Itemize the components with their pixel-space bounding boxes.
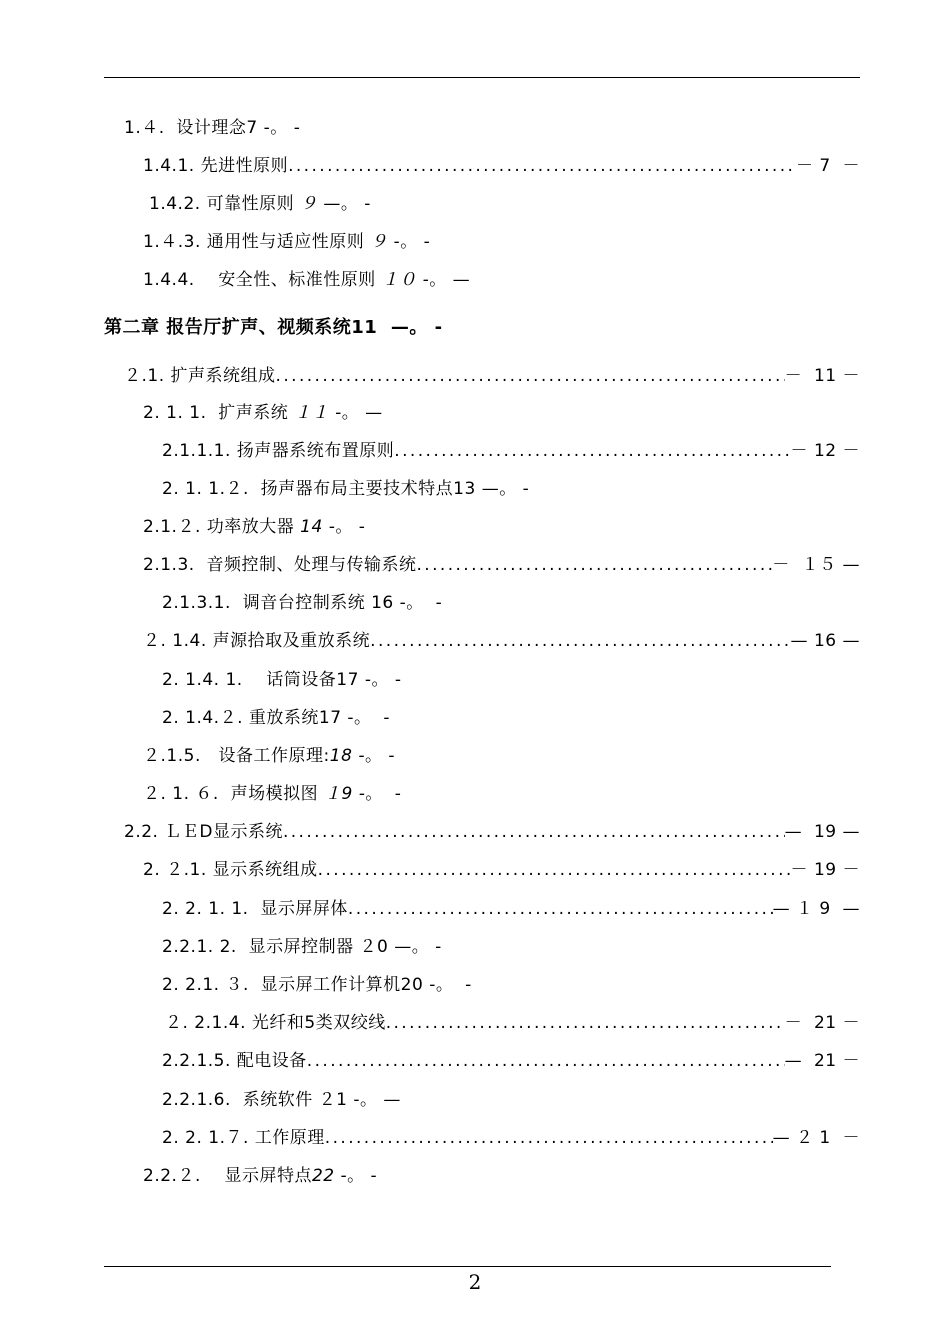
toc-entry[interactable] (162, 1047, 860, 1075)
toc-entry[interactable] (143, 228, 430, 256)
toc-entry-number: 2.1.２. (143, 517, 201, 537)
toc-entry-title: 系统软件 ２1 - (230, 1090, 360, 1110)
toc-entry-page: — 19 — (784, 822, 860, 842)
toc-entry-page: 22 - (311, 1166, 348, 1186)
page-number: 2 (468, 1270, 482, 1294)
toc-entry-suffix: 。 - (335, 517, 366, 537)
toc-dot-leader (394, 437, 790, 465)
toc-entry-suffix: 。 - (409, 317, 443, 338)
toc-entry[interactable] (143, 513, 365, 541)
toc-entry[interactable] (124, 362, 860, 390)
toc-dot-leader (386, 1009, 785, 1037)
toc-entry-suffix: 。 — (341, 403, 383, 423)
toc-entry[interactable] (143, 627, 860, 655)
toc-entry-title: 扩声系统组成 (164, 366, 276, 386)
toc-entry-suffix: 。 - (411, 937, 442, 957)
toc-entry-number: 2.1.3. (143, 555, 195, 575)
toc-entry-title: 功率放大器 (200, 517, 301, 537)
toc-entry-number: 2.1.1.1. (162, 441, 231, 461)
toc-entry[interactable] (143, 399, 383, 427)
toc-entry[interactable] (162, 895, 860, 923)
toc-entry-number: 2.2.２. (143, 1166, 201, 1186)
toc-entry[interactable] (162, 475, 529, 503)
toc-entry-title: 显示屏工作计算机20 - (248, 975, 436, 995)
toc-entry-title: 声场模拟图 (218, 784, 325, 804)
toc-entry-suffix: 。 - (499, 479, 530, 499)
toc-entry-page: １9 - (324, 784, 366, 804)
toc-entry-page: ９ - (370, 232, 401, 252)
toc-dot-leader (416, 551, 772, 579)
toc-entry[interactable] (143, 856, 860, 884)
toc-entry-page: — ２ 1 － (772, 1128, 860, 1148)
toc-dot-leader (276, 362, 785, 390)
toc-entry-title: 扩声系统 (206, 403, 295, 423)
toc-entry[interactable] (165, 1009, 860, 1037)
toc-entry[interactable] (143, 742, 395, 770)
toc-entry-title: 通用性与适应性原则 (200, 232, 371, 252)
toc-entry-title: ＬＥD显示系统 (158, 822, 283, 842)
toc-entry-suffix: 。 - (435, 975, 472, 995)
toc-entry-title: 重放系统17 - (242, 708, 355, 728)
toc-entry-number: 2. 1.4.２. (162, 708, 243, 728)
toc-entry-page: — 21 － (784, 1051, 860, 1071)
toc-entry[interactable] (149, 190, 371, 218)
toc-dot-leader (318, 856, 791, 884)
toc-entry-suffix: 。 - (340, 194, 371, 214)
toc-entry-page: — 16 — (790, 631, 860, 651)
toc-entry[interactable] (143, 266, 470, 294)
toc-entry-title: 扬声器布局主要技术特点13 — (248, 479, 500, 499)
toc-entry-title: 话筒设备17 - (242, 670, 372, 690)
toc-entry[interactable] (143, 1162, 377, 1190)
toc-entry-suffix: 。 - (371, 670, 402, 690)
toc-entry-suffix: 。 - (270, 118, 301, 138)
toc-entry[interactable] (162, 1124, 860, 1152)
toc-entry-title: 调音台控制系统 16 - (230, 593, 407, 613)
toc-entry-number: 1.4.4. (143, 270, 195, 290)
toc-entry[interactable] (162, 437, 860, 465)
toc-entry-title: 安全性、标准性原则 (194, 270, 382, 290)
footer-rule (104, 1266, 831, 1267)
toc-entry[interactable] (162, 666, 402, 694)
toc-entry-page: － 7 － (795, 156, 860, 176)
toc-entry[interactable] (162, 1086, 401, 1114)
toc-dot-leader (325, 1124, 773, 1152)
toc-entry-number: 2.2. (124, 822, 159, 842)
toc-entry-title: 光纤和5类双绞线 (245, 1013, 386, 1033)
toc-entry[interactable] (162, 933, 442, 961)
toc-dot-leader (348, 895, 773, 923)
toc-dot-leader (283, 818, 785, 846)
toc-entry-title: 设备工作原理: (200, 746, 330, 766)
toc-entry-page: － 12 － (790, 441, 860, 461)
toc-chapter-entry[interactable] (104, 314, 443, 342)
toc-entry-page: 18 - (329, 746, 365, 766)
toc-entry-page: － 21 － (784, 1013, 860, 1033)
toc-entry-number: 1.4.2. (149, 194, 201, 214)
toc-entry-title: 扬声器系统布置原则 (230, 441, 395, 461)
toc-entry-number: 1.４. (124, 118, 165, 138)
toc-entry-number: 1.４.3. (143, 232, 201, 252)
toc-entry[interactable] (162, 704, 390, 732)
toc-entry-title: 配电设备 (230, 1051, 307, 1071)
toc-entry-number: 2. 1. 1. (143, 403, 207, 423)
toc-entry-suffix: 。 - (365, 784, 402, 804)
toc-entry-suffix: 。 - (347, 1166, 378, 1186)
toc-entry-title: 可靠性原则 (200, 194, 300, 214)
toc-entry[interactable] (124, 818, 860, 846)
toc-entry-number: 2.1.3.1. (162, 593, 231, 613)
toc-entry-number: 2. 2. 1. 1. (162, 899, 249, 919)
toc-entry[interactable] (143, 551, 860, 579)
toc-entry-title: 显示系统组成 (206, 860, 318, 880)
toc-entry-suffix: 。 - (406, 593, 443, 613)
toc-entry-title: 音频控制、处理与传输系统 (194, 555, 417, 575)
toc-entry-title: 先进性原则 (194, 156, 289, 176)
toc-entry-number: 2. 2.1. ３. (162, 975, 249, 995)
toc-dot-leader (370, 627, 790, 655)
toc-entry-number: ２. 1. ６. (143, 784, 219, 804)
toc-entry[interactable] (124, 114, 300, 142)
toc-entry-title: 报告厅扩声、视频系统11 — (159, 317, 410, 338)
toc-entry-page: １１ - (294, 403, 342, 423)
toc-entry-suffix: 。 - (364, 746, 396, 766)
toc-entry-suffix: 。 - (354, 708, 390, 728)
toc-entry[interactable] (162, 971, 472, 999)
toc-entry-suffix: 。 — (429, 270, 471, 290)
toc-entry[interactable] (162, 589, 442, 617)
toc-entry-page: － １５ — (772, 555, 860, 575)
toc-entry-number: 2. 1.4. 1. (162, 670, 243, 690)
header-rule (104, 77, 860, 78)
toc-entry-title: 显示屏控制器 ２0 — (236, 937, 412, 957)
toc-entry-number: 2.2.1.6. (162, 1090, 231, 1110)
toc-entry-number: ２.1.5. (143, 746, 201, 766)
toc-entry[interactable] (143, 780, 401, 808)
toc-entry-suffix: 。 — (359, 1090, 401, 1110)
toc-entry-title: 显示屏特点 (200, 1166, 312, 1186)
toc-entry-page: １０ - (381, 270, 430, 290)
toc-entry-number: 2.2.1.5. (162, 1051, 231, 1071)
toc-entry-title: 显示屏屏体 (248, 899, 348, 919)
toc-entry-page: ９ — (299, 194, 341, 214)
toc-entry-number: ２. 1.4. (143, 631, 207, 651)
toc-entry-page: － 11 － (784, 366, 860, 386)
toc-entry-number: 2. 2. 1.７. (162, 1128, 249, 1148)
toc-entry-number: 2.2.1. 2. (162, 937, 237, 957)
toc-entry-page: 14 - (300, 517, 336, 537)
toc-entry-number: 1.4.1. (143, 156, 195, 176)
toc-dot-leader (288, 152, 796, 180)
toc-entry-number: ２.1. (124, 366, 165, 386)
toc-entry-page: — １ 9 — (772, 899, 860, 919)
toc-entry[interactable] (143, 152, 860, 180)
toc-entry-suffix: 。 - (400, 232, 431, 252)
toc-entry-title: 工作原理 (248, 1128, 325, 1148)
toc-entry-number: 2. 1. 1.２. (162, 479, 249, 499)
toc-entry-title: 设计理念7 - (164, 118, 271, 138)
toc-entry-number: 2. ２.1. (143, 860, 207, 880)
toc-entry-number: 第二章 (104, 317, 160, 338)
toc-dot-leader (307, 1047, 785, 1075)
toc-entry-number: ２. 2.1.4. (165, 1013, 246, 1033)
toc-entry-title: 声源拾取及重放系统 (206, 631, 371, 651)
toc-entry-page: － 19 － (790, 860, 860, 880)
